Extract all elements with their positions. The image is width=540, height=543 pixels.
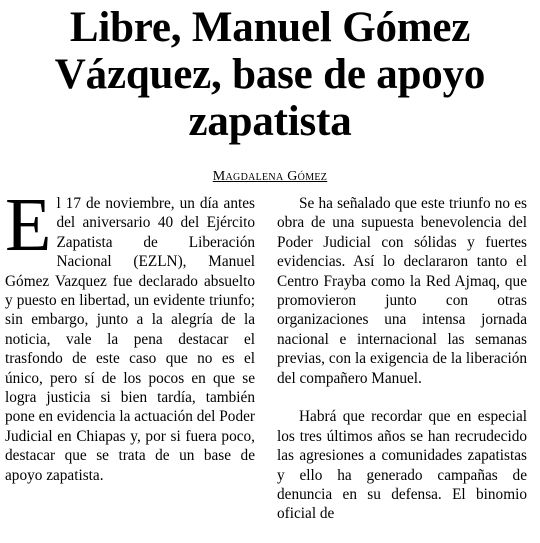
article-body: [5, 183, 527, 543]
drop-cap: E: [5, 183, 52, 267]
column-right: [277, 194, 527, 543]
paragraph: Habrá que recordar que en especial los tres últimos años se han recrudecido las agresiones a comunidades zapatistas y ello ha generado campañas de denuncia en su defensa. El binomio oficial de: [277, 408, 527, 523]
article-title: Libre, Manuel Gómez Vázquez, base de apoyo zapatista: [54, 4, 486, 145]
paragraph: [5, 183, 255, 485]
paragraph-text: l 17 de noviembre, un día antes del aniversario 40 del Ejército Zapatista de Liberación Nacional (EZLN), Manuel Gómez Vazquez fue declarado absuelto y puesto en libertad, un evidente triunfo; sin embargo, junto a la alegría de la noticia, vale la pena destacar el trasfondo de este caso que no es el único, pero sí de los pocos en que se logra justicia si bien tardía, también pone en evidencia la actuación del Poder Judicial en Chiapas y, por si fuera poco, destacar que se trata de un base de apoyo zapatista.: [5, 195, 255, 484]
author-byline[interactable]: Magdalena Gómez: [212, 169, 328, 184]
paragraph: Se ha señalado que este triunfo no es obra de una supuesta benevolencia del Poder Judicial con sólidas y fuertes evidencias. Así lo declararon tanto el Centro Frayba como la Red Ajmaq, que promovieron junto con otras organizaciones una intensa jornada nacional e internacional las semanas previas, con la exigencia de la liberación del compañero Manuel.: [277, 195, 527, 387]
column-left: [5, 183, 255, 543]
